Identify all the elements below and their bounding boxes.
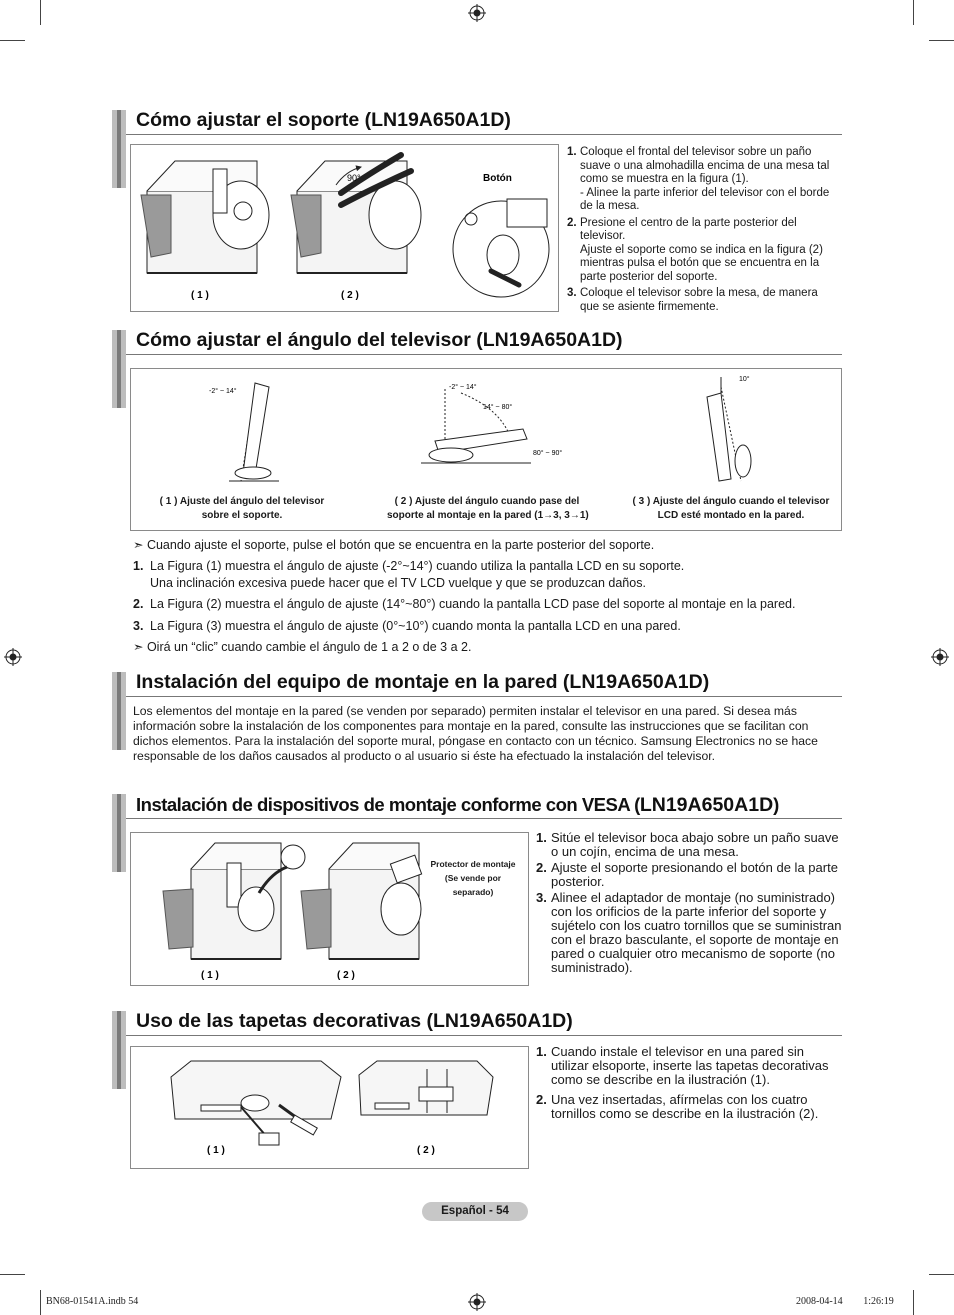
step-number: 2. — [536, 1092, 547, 1107]
list-text: La Figura (2) muestra el ángulo de ajuste (14°~80°) cuando la pantalla LCD pase del soporte al montaje en la pared. — [150, 597, 796, 611]
step-number: 1. — [567, 146, 577, 158]
step-text: Alinee el adaptador de montaje (no suministrado) con los orificios de la parte inferior del soporte y sujételo con los cuatro tornillos que se suministran con el brazo basculante, el soporte de montaje en pared o cualquier otro mecanismo de soporte (no suministrado). — [551, 890, 842, 975]
note: ➣ Cuando ajuste el soporte, pulse el botón que se encuentra en la parte posterior del soporte. — [133, 538, 655, 552]
vesa-steps — [536, 831, 842, 977]
step-text: Cuando instale el televisor en una pared sin utilizar elsoporte, inserte las tapetas decorativas como se describe en la ilustración (1). — [551, 1044, 829, 1087]
crop-mark — [0, 1274, 25, 1275]
step-number: 1. — [536, 1044, 547, 1059]
registration-mark-icon — [468, 4, 486, 22]
section-bar — [112, 110, 126, 188]
crop-mark — [40, 0, 41, 25]
list-item — [133, 619, 681, 633]
note: ➣ Oirá un “clic” cuando cambie el ángulo de 1 a 2 o de 3 a 2. — [133, 640, 472, 654]
cover-steps — [536, 1045, 836, 1123]
list-item — [133, 597, 795, 611]
list-number: 2. — [133, 597, 144, 611]
angle-label: -2° ~ 14° — [209, 388, 237, 395]
caption-1: ( 1 ) — [207, 1145, 225, 1156]
section-rule — [126, 134, 842, 135]
registration-mark-icon — [468, 1293, 486, 1311]
registration-mark-icon — [931, 648, 949, 666]
caption-2: ( 2 ) — [417, 1145, 435, 1156]
wall-mount-paragraph: Los elementos del montaje en la pared (se venden por separado) permiten instalar el televisor en una pared. Si desea más información sobre la instalación de los componentes para montaje en la pared, consulte las instrucciones que se facilitan con dichos elementos. Para la instalación del soporte mural, póngase en contacto con un técnico. Samsung Electronics no se hace responsable de los daños causados al producto o al usuario si éste ha efectuado la instalación del televisor. — [133, 704, 818, 763]
step-item — [536, 831, 842, 859]
angle-figure — [130, 368, 842, 531]
angle-label: -2° ~ 14° — [449, 384, 477, 391]
step-item — [567, 146, 839, 214]
section-rule — [126, 818, 842, 819]
section-bar — [112, 330, 126, 408]
step-number: 1. — [536, 830, 547, 845]
caption-1: ( 1 ) — [201, 970, 219, 981]
print-slug-right: 2008-04-14 ￿￿ 1:26:19 — [796, 1296, 894, 1307]
page-number-badge: Español - 54 — [422, 1202, 528, 1221]
step-text: Ajuste el soporte presionando el botón de la parte posterior. — [551, 860, 838, 889]
crop-mark — [0, 40, 25, 41]
angle-label: 14° ~ 80° — [483, 404, 513, 411]
cover-figure — [130, 1046, 529, 1169]
protector-label: Protector de montaje (Se vende por separado) — [430, 859, 516, 897]
angle-caption-1: ( 1 ) Ajuste del ángulo del televisor sobre el soporte. — [159, 496, 325, 521]
caption-1: ( 1 ) — [191, 290, 209, 301]
list-item-continuation: Una inclinación excesiva puede hacer que el TV LCD vuelque y que se produzcan daños. — [150, 576, 646, 590]
vesa-figure — [130, 832, 529, 986]
section-rule — [126, 696, 842, 697]
cover-illustration — [131, 1047, 528, 1168]
crop-mark — [913, 0, 914, 25]
angle-illustration — [131, 369, 841, 494]
section-title: Cómo ajustar el soporte (LN19A650A1D) — [136, 109, 511, 131]
stand-steps — [567, 146, 839, 317]
list-text: La Figura (3) muestra el ángulo de ajuste (0°~10°) cuando monta la pantalla LCD en una pared. — [150, 619, 681, 633]
list-text: La Figura (1) muestra el ángulo de ajuste (-2°~14°) cuando utiliza la pantalla LCD en su soporte. — [150, 559, 685, 573]
crop-mark — [929, 1274, 954, 1275]
list-number: 1. — [133, 559, 144, 573]
step-text: Sitúe el televisor boca abajo sobre un paño suave o un cojín, encima de una mesa. — [551, 830, 839, 859]
section-title: Cómo ajustar el ángulo del televisor (LN19A650A1D) — [136, 329, 623, 351]
section-bar — [112, 794, 126, 872]
section-bar — [112, 672, 126, 750]
step-subtext: Ajuste el soporte como se indica en la figura (2) mientras pulsa el botón que se encuentra en la parte posterior del soporte. — [580, 243, 823, 283]
section-rule — [126, 354, 842, 355]
list-item — [133, 559, 684, 573]
step-item — [536, 891, 842, 975]
section-bar — [112, 1011, 126, 1089]
angle-label: 10° — [739, 376, 750, 383]
step-item — [536, 861, 842, 889]
step-text: Una vez insertadas, afírmelas con los cuatro tornillos como se describe en la ilustración (2). — [551, 1092, 819, 1121]
angle-caption-3: ( 3 ) Ajuste del ángulo cuando el televisor LCD esté montado en la pared. — [632, 496, 830, 521]
vesa-illustration — [131, 833, 528, 985]
crop-mark — [913, 1290, 914, 1315]
step-number: 2. — [536, 860, 547, 875]
crop-mark — [40, 1290, 41, 1315]
step-item — [536, 1093, 836, 1121]
section-title: Instalación del equipo de montaje en la pared (LN19A650A1D) — [136, 671, 710, 693]
step-text: Coloque el frontal del televisor sobre un paño suave o una almohadilla encima de una mesa tal como se muestra en la figura (1). — [580, 146, 830, 185]
angle-caption-2: ( 2 ) Ajuste del ángulo cuando pase del soporte al montaje en la pared (1→3, 3→1) — [387, 496, 589, 521]
section-title: Uso de las tapetas decorativas (LN19A650A1D) — [136, 1010, 573, 1032]
step-text: Coloque el televisor sobre la mesa, de manera que se asiente firmemente. — [580, 287, 818, 313]
stand-figure — [130, 144, 559, 312]
label-boton: Botón — [483, 173, 512, 184]
print-slug-left: BN68-01541A.indb 54 — [46, 1296, 139, 1307]
registration-mark-icon — [4, 648, 22, 666]
crop-mark — [929, 40, 954, 41]
step-number: 3. — [567, 287, 577, 299]
step-item — [536, 1045, 836, 1087]
step-subtext: - Alinee la parte inferior del televisor con el borde de la mesa. — [580, 186, 830, 212]
section-title: Instalación de dispositivos de montaje conforme con VESA (LN19A650A1D) — [136, 794, 780, 816]
label-90: 90° — [347, 173, 361, 183]
list-number: 3. — [133, 619, 144, 633]
step-text: Presione el centro de la parte posterior del televisor. — [580, 216, 797, 242]
step-number: 3. — [536, 890, 547, 905]
step-item — [567, 287, 839, 314]
angle-label: 80° ~ 90° — [533, 450, 563, 457]
section-rule — [126, 1035, 842, 1036]
caption-2: ( 2 ) — [341, 290, 359, 301]
step-item — [567, 217, 839, 285]
stand-illustration — [131, 145, 558, 311]
step-number: 2. — [567, 216, 577, 229]
caption-2: ( 2 ) — [337, 970, 355, 981]
